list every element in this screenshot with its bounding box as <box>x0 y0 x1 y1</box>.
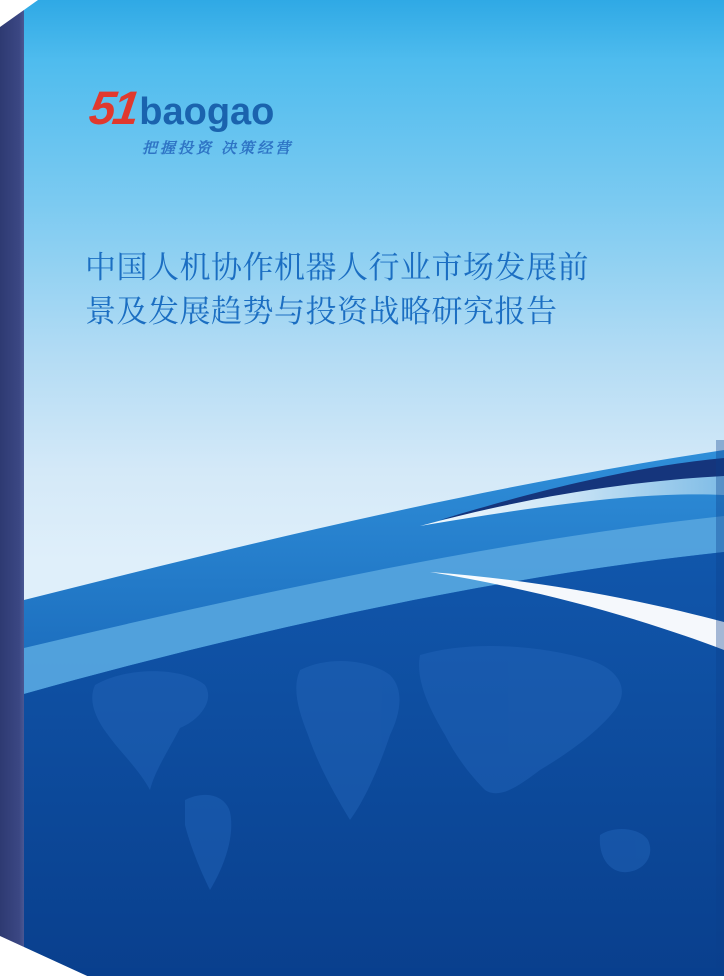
book-spine <box>0 8 24 966</box>
logo-tagline: 把握投资 决策经营 <box>142 140 294 157</box>
logo-mark-51: 51 <box>86 81 141 134</box>
logo <box>86 81 294 158</box>
report-title <box>85 246 685 334</box>
cover-right-edge-shade <box>716 440 724 976</box>
report-title-line-1: 中国人机协作机器人行业市场发展前 <box>85 250 589 285</box>
bottom-white-strip <box>0 976 724 980</box>
logo-wordmark <box>86 81 293 134</box>
logo-name-baogao: baogao <box>139 91 275 133</box>
report-title-line-2: 景及发展趋势与投资战略研究报告 <box>85 294 558 329</box>
cover-bottom-edge-shade <box>24 968 724 976</box>
